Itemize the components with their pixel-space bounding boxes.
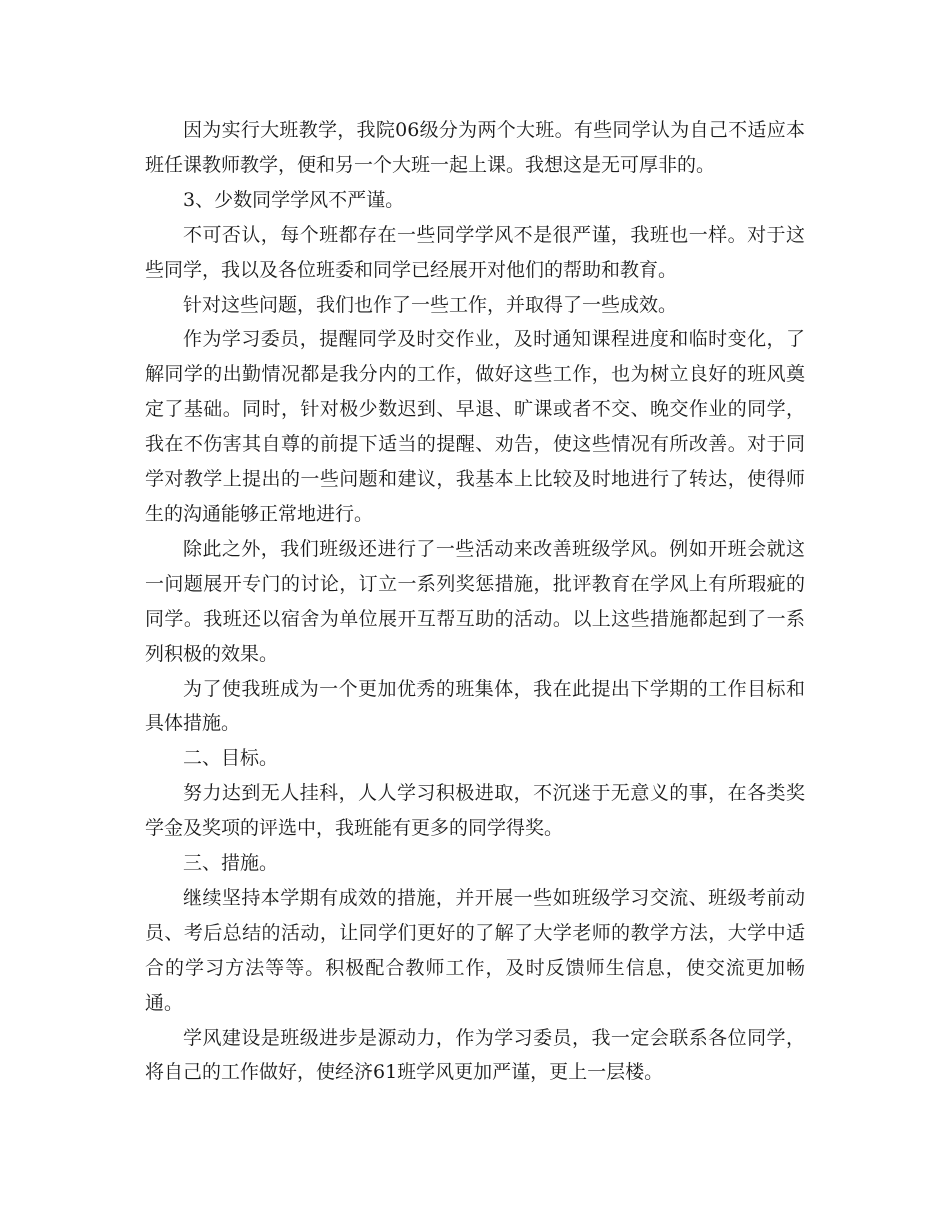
paragraph: 继续坚持本学期有成效的措施，并开展一些如班级学习交流、班级考前动员、考后总结的活动，让同学们更好的了解了大学老师的教学方法，大学中适合的学习方法等等。积极配合教师工作，及时反馈师生信息，使交流更加畅通。 [145, 886, 805, 1014]
paragraph: 因为实行大班教学，我院06级分为两个大班。有些同学认为自己不适应本班任课教师教学，便和另一个大班一起上课。我想这是无可厚非的。 [145, 119, 805, 176]
paragraph: 为了使我班成为一个更加优秀的班集体，我在此提出下学期的工作目标和具体措施。 [145, 677, 805, 735]
paragraph: 除此之外，我们班级还进行了一些活动来改善班级学风。例如开班会就这一问题展开专门的讨论，订立一系列奖惩措施，批评教育在学风上有所瑕疵的同学。我班还以宿舍为单位展开互帮互助的活动。以上这些措施都起到了一系列积极的效果。 [145, 537, 805, 665]
paragraph: 不可否认，每个班都存在一些同学学风不是很严谨，我班也一样。对于这些同学，我以及各位班委和同学已经展开对他们的帮助和教育。 [145, 223, 805, 281]
section-heading: 三、措施。 [183, 852, 279, 875]
section-heading: 二、目标。 [183, 747, 279, 770]
paragraph: 作为学习委员，提醒同学及时交作业，及时通知课程进度和临时变化，了解同学的出勤情况都是我分内的工作，做好这些工作，也为树立良好的班风奠定了基础。同时，针对极少数迟到、早退、旷课或者不交、晚交作业的同学，我在不伤害其自尊的前提下适当的提醒、劝告，使这些情况有所改善。对于同学对教学上提出的一些问题和建议，我基本上比较及时地进行了转达，使得师生的沟通能够正常地进行。 [145, 328, 805, 525]
paragraph: 努力达到无人挂科，人人学习积极进取，不沉迷于无意义的事，在各类奖学金及奖项的评选中，我班能有更多的同学得奖。 [145, 782, 805, 840]
paragraph: 3、少数同学学风不严谨。 [183, 188, 405, 211]
document-body [145, 113, 805, 1090]
paragraph: 针对这些问题，我们也作了一些工作，并取得了一些成效。 [183, 293, 678, 316]
paragraph: 学风建设是班级进步是源动力，作为学习委员，我一定会联系各位同学，将自己的工作做好，使经济61班学风更加严谨，更上一层楼。 [145, 1026, 805, 1084]
